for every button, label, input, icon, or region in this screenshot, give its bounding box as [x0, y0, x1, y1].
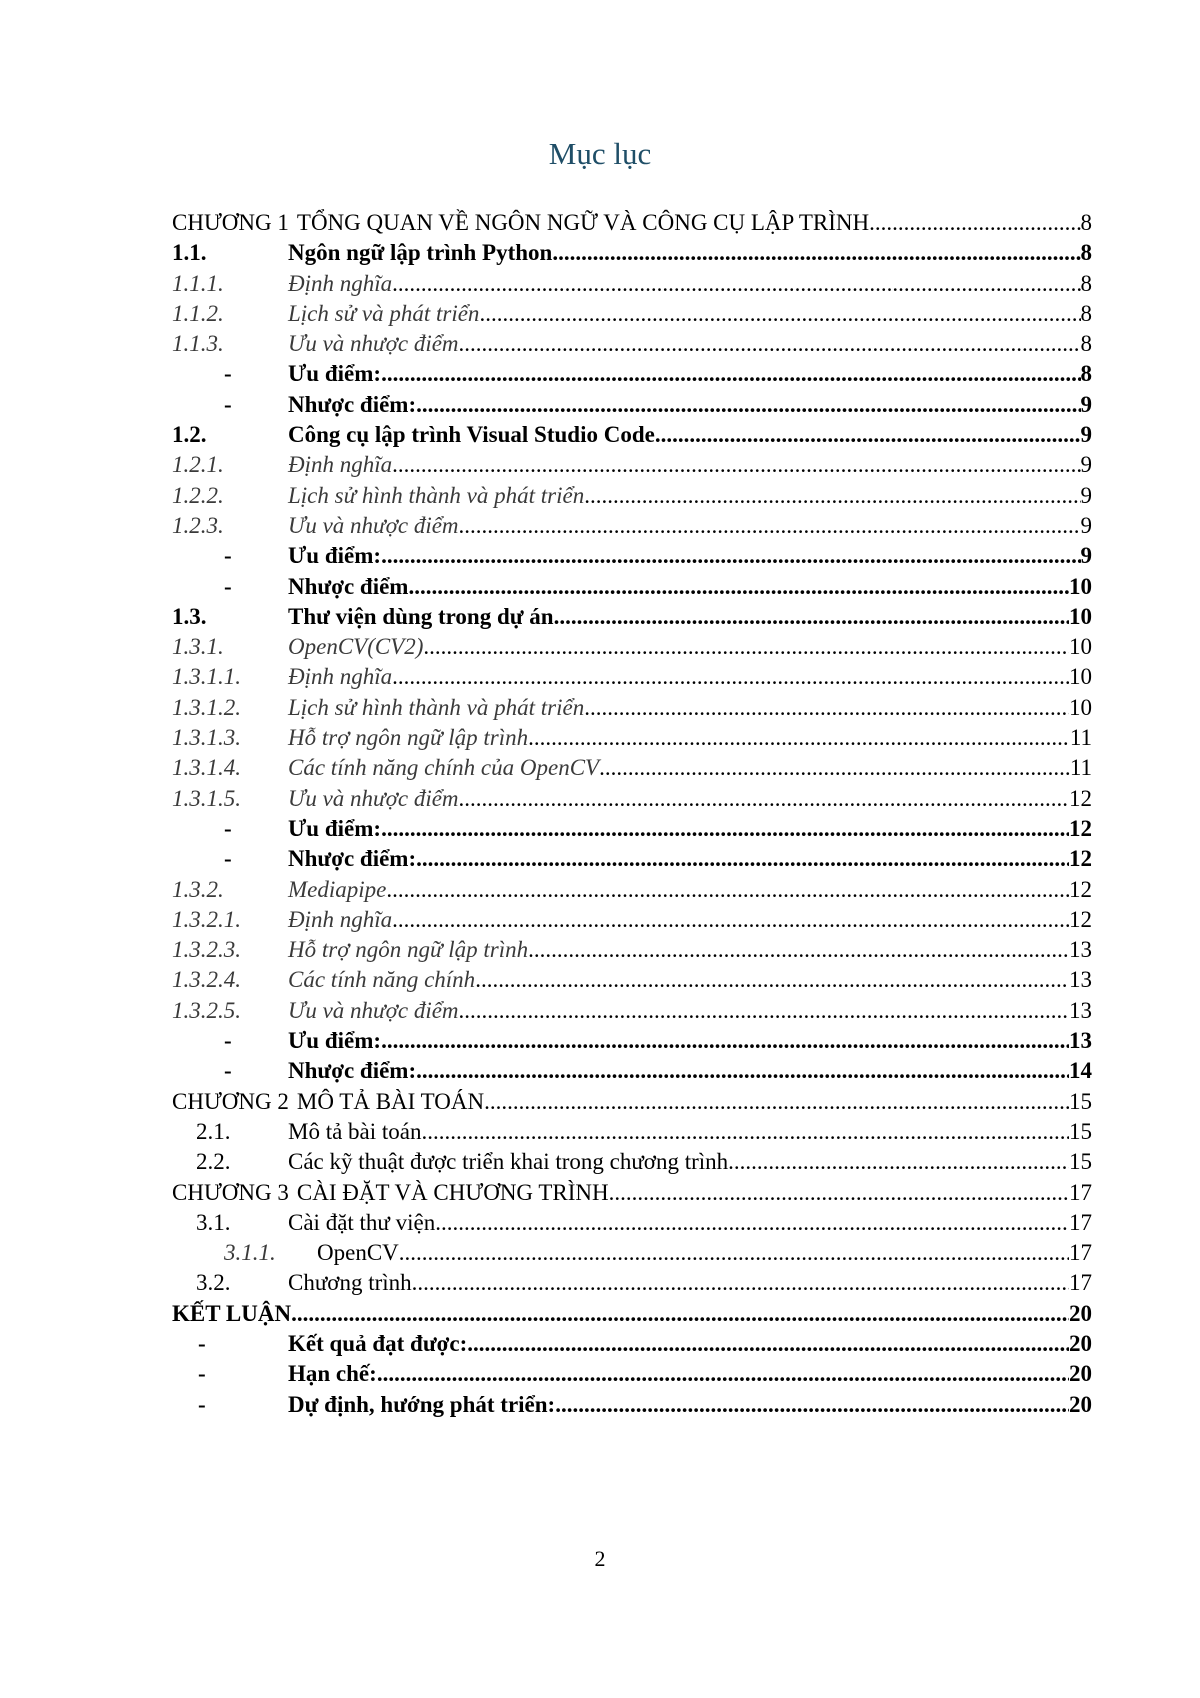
toc-entry-label: Ưu và nhược điểm — [288, 512, 459, 538]
toc-entry-page: 12 — [1069, 876, 1092, 902]
toc-dot-leader — [423, 634, 1069, 660]
toc-entry-number: 1.2.3. — [172, 512, 224, 538]
toc-entry[interactable] — [172, 907, 1092, 937]
toc-entry-label: TỔNG QUAN VỀ NGÔN NGỮ VÀ CÔNG CỤ LẬP TRÌNH — [296, 210, 870, 235]
toc-entry-page: 8 — [1080, 361, 1092, 387]
toc-entry-number: - — [198, 1330, 206, 1356]
toc-entry-page: 15 — [1069, 1149, 1092, 1175]
toc-entry-label: Lịch sử hình thành và phát triển — [288, 694, 585, 720]
toc-dot-leader — [869, 210, 1080, 236]
toc-entry-label: KẾT LUẬN — [172, 1300, 292, 1326]
toc-entry[interactable] — [172, 755, 1092, 785]
toc-entry[interactable] — [172, 331, 1092, 361]
toc-dot-leader — [484, 1089, 1069, 1115]
toc-entry-number: CHƯƠNG 2 — [172, 1088, 289, 1114]
toc-entry-page: 10 — [1069, 573, 1092, 599]
toc-entry-page: 11 — [1069, 755, 1092, 781]
toc-title: Mục lục — [548, 136, 652, 171]
toc-dot-leader — [392, 452, 1080, 478]
toc-entry-page: 13 — [1069, 937, 1092, 963]
toc-entry-label: Mô tả bài toán — [288, 1118, 422, 1144]
toc-entry-number: 3.2. — [196, 1270, 231, 1296]
toc-entry-page: 17 — [1069, 1240, 1092, 1266]
toc-dot-leader — [392, 271, 1080, 297]
toc-entry-number: 2.1. — [196, 1118, 231, 1144]
toc-entry[interactable] — [172, 967, 1092, 997]
toc-entry-label: Ưu và nhược điểm — [288, 331, 459, 357]
toc-dot-leader — [479, 301, 1080, 327]
toc-dot-leader — [528, 725, 1070, 751]
toc-entry-page: 11 — [1069, 725, 1092, 751]
toc-entry-number: 3.1.1. — [224, 1240, 276, 1266]
toc-entry-label: Hạn chế: — [288, 1361, 377, 1387]
toc-entry-page: 12 — [1069, 906, 1092, 932]
toc-entry-page: 20 — [1069, 1300, 1092, 1326]
toc-entry-page: 15 — [1069, 1118, 1092, 1144]
toc-entry-number: 1.3.2. — [172, 876, 224, 902]
toc-entry-page: 20 — [1069, 1330, 1092, 1356]
toc-entry-label: CÀI ĐẶT VÀ CHƯƠNG TRÌNH — [296, 1179, 609, 1205]
toc-entry-page: 10 — [1069, 694, 1092, 720]
toc-entry[interactable] — [172, 664, 1092, 694]
toc-entry-label: Mediapipe — [288, 876, 387, 902]
toc-entry-page: 13 — [1069, 997, 1092, 1023]
toc-entry[interactable] — [172, 210, 1092, 240]
toc-entry[interactable] — [172, 452, 1092, 482]
toc-entry-number: 3.1. — [196, 1209, 231, 1235]
toc-entry[interactable] — [172, 725, 1092, 755]
toc-entry-page: 13 — [1069, 967, 1092, 993]
toc-dot-leader — [655, 422, 1081, 448]
toc-dot-leader — [459, 786, 1069, 812]
toc-entry[interactable] — [172, 422, 1092, 452]
toc-entry-label: OpenCV — [317, 1240, 399, 1266]
toc-entry[interactable] — [172, 392, 1092, 422]
toc-entry-number: 1.3.2.5. — [172, 997, 241, 1023]
toc-entry-number: - — [224, 846, 232, 872]
toc-entry-number: 1.3.1.2. — [172, 694, 241, 720]
toc-entry-number: - — [224, 1058, 232, 1084]
toc-entry-page: 17 — [1069, 1209, 1092, 1235]
toc-entry-number: - — [224, 361, 232, 387]
toc-entry-number: - — [224, 573, 232, 599]
toc-dot-leader — [416, 1058, 1069, 1084]
toc-dot-leader — [381, 543, 1080, 569]
toc-entry-page: 20 — [1069, 1391, 1092, 1417]
toc-entry-page: 8 — [1080, 300, 1092, 326]
toc-dot-leader — [399, 1240, 1069, 1266]
toc-entry-page: 8 — [1080, 210, 1092, 235]
toc-entry[interactable] — [172, 1270, 1092, 1300]
toc-entry-page: 20 — [1069, 1361, 1092, 1387]
toc-entry-label: Ưu điểm: — [288, 1028, 382, 1054]
toc-dot-leader — [422, 1119, 1070, 1145]
toc-entry-number: 1.3.1.5. — [172, 785, 241, 811]
toc-entry-label: Thư viện dùng trong dự án — [288, 603, 554, 629]
toc-entry-number: CHƯƠNG 3 — [172, 1179, 289, 1205]
toc-entry[interactable] — [172, 1119, 1092, 1149]
toc-dot-leader — [728, 1149, 1069, 1175]
toc-entry[interactable] — [172, 1361, 1092, 1391]
toc-entry-label: Cài đặt thư viện — [288, 1209, 436, 1235]
toc-dot-leader — [381, 816, 1069, 842]
toc-dot-leader — [609, 1180, 1069, 1206]
toc-entry-label: Chương trình — [288, 1270, 412, 1296]
toc-entry-label: Định nghĩa — [288, 452, 393, 478]
toc-entry-label: Định nghĩa — [288, 906, 393, 932]
toc-entry[interactable] — [172, 483, 1092, 513]
toc-entry-label: Hỗ trợ ngôn ngữ lập trình — [288, 937, 529, 963]
toc-entry-number: 1.1.1. — [172, 270, 224, 296]
toc-entry-page: 12 — [1069, 815, 1092, 841]
toc-entry-label: Các tính năng chính của OpenCV — [288, 755, 600, 781]
toc-entry-page: 17 — [1069, 1179, 1092, 1205]
toc-entry-number: 1.3. — [172, 603, 207, 629]
toc-entry-number: CHƯƠNG 1 — [172, 210, 289, 235]
toc-dot-leader — [381, 1028, 1069, 1054]
toc-entry[interactable] — [172, 786, 1092, 816]
toc-entry-number: 1.2.2. — [172, 482, 224, 508]
toc-entry-page: 9 — [1080, 482, 1092, 508]
toc-entry-number: 1.1.2. — [172, 300, 224, 326]
toc-entry-label: Nhược điểm: — [288, 1058, 417, 1084]
toc-entry-number: 1.3.1.1. — [172, 664, 241, 690]
toc-entry-number: 1.3.1.4. — [172, 755, 241, 781]
toc-entry-label: Nhược điểm: — [288, 391, 417, 417]
toc-entry[interactable] — [172, 604, 1092, 634]
toc-entry-page: 8 — [1080, 240, 1092, 266]
page-number: 2 — [594, 1546, 606, 1571]
toc-dot-leader — [412, 1270, 1069, 1296]
toc-entry-number: 1.2.1. — [172, 452, 224, 478]
toc-entry-number: 1.3.1.3. — [172, 725, 241, 751]
toc-dot-leader — [416, 846, 1069, 872]
toc-dot-leader — [416, 392, 1080, 418]
toc-entry[interactable] — [172, 846, 1092, 876]
toc-dot-leader — [386, 877, 1069, 903]
toc-dot-leader — [554, 604, 1069, 630]
toc-entry-label: MÔ TẢ BÀI TOÁN — [296, 1088, 485, 1114]
toc-entry-page: 12 — [1069, 785, 1092, 811]
toc-dot-leader — [467, 1331, 1069, 1357]
toc-entry[interactable] — [172, 634, 1092, 664]
toc-entry-label: Lịch sử và phát triển — [288, 300, 480, 326]
toc-entry-label: Lịch sử hình thành và phát triển — [288, 482, 585, 508]
toc-entry-label: OpenCV(CV2) — [288, 634, 424, 660]
toc-entry[interactable] — [172, 1149, 1092, 1179]
toc-dot-leader — [377, 1361, 1069, 1387]
toc-entry-page: 10 — [1069, 664, 1092, 690]
toc-entry-number: 2.2. — [196, 1149, 231, 1175]
toc-entry[interactable] — [172, 301, 1092, 331]
toc-dot-leader — [459, 998, 1069, 1024]
toc-entry-label: Ưu điểm: — [288, 361, 382, 387]
toc-dot-leader — [528, 937, 1069, 963]
toc-entry-label: Ngôn ngữ lập trình Python — [288, 240, 553, 266]
toc-entry-label: Ưu điểm: — [288, 543, 382, 569]
toc-dot-leader — [459, 331, 1081, 357]
toc-dot-leader — [552, 240, 1080, 266]
toc-dot-leader — [475, 967, 1069, 993]
toc-entry-label: Nhược điểm: — [288, 846, 417, 872]
toc-entry[interactable] — [172, 1089, 1092, 1119]
toc-entry-page: 9 — [1080, 452, 1092, 478]
toc-entry-label: Các tính năng chính — [288, 967, 476, 993]
toc-entry[interactable] — [172, 937, 1092, 967]
toc-entry-label: Nhược điểm — [288, 573, 409, 599]
toc-dot-leader — [392, 907, 1069, 933]
toc-entry-page: 15 — [1069, 1088, 1092, 1114]
toc-entry[interactable] — [172, 513, 1092, 543]
toc-entry-number: - — [224, 815, 232, 841]
toc-dot-leader — [584, 483, 1080, 509]
toc-dot-leader — [584, 695, 1069, 721]
toc-entry-page: 10 — [1069, 603, 1092, 629]
toc-entry[interactable] — [172, 1392, 1092, 1422]
toc-entry-label: Ưu điểm: — [288, 815, 382, 841]
toc-entry-page: 17 — [1069, 1270, 1092, 1296]
toc-entry[interactable] — [172, 1301, 1092, 1331]
toc-entry-number: 1.3.2.3. — [172, 937, 241, 963]
toc-entry-number: 1.2. — [172, 422, 207, 448]
toc-entry-number: - — [224, 1028, 232, 1054]
toc-entry-page: 9 — [1080, 543, 1092, 569]
toc-entry[interactable] — [172, 1240, 1092, 1270]
toc-entry[interactable] — [172, 816, 1092, 846]
toc-dot-leader — [599, 755, 1070, 781]
table-of-contents — [172, 210, 1092, 1422]
toc-entry-page: 14 — [1069, 1058, 1092, 1084]
toc-entry-label: Hỗ trợ ngôn ngữ lập trình — [288, 725, 529, 751]
toc-entry[interactable] — [172, 271, 1092, 301]
toc-dot-leader — [408, 574, 1069, 600]
toc-entry-number: 1.3.2.1. — [172, 906, 241, 932]
toc-entry-label: Kết quả đạt được: — [288, 1330, 468, 1356]
toc-entry[interactable] — [172, 695, 1092, 725]
toc-entry-number: - — [198, 1391, 206, 1417]
toc-entry-label: Ưu và nhược điểm — [288, 785, 459, 811]
toc-entry-page: 13 — [1069, 1028, 1092, 1054]
toc-entry-number: - — [224, 543, 232, 569]
toc-entry[interactable] — [172, 998, 1092, 1028]
toc-entry-number: 1.1. — [172, 240, 207, 266]
toc-entry-page: 8 — [1080, 331, 1092, 357]
toc-entry-page: 12 — [1069, 846, 1092, 872]
toc-dot-leader — [392, 664, 1069, 690]
toc-dot-leader — [381, 361, 1080, 387]
toc-entry[interactable] — [172, 1210, 1092, 1240]
toc-entry[interactable] — [172, 1180, 1092, 1210]
toc-entry-page: 8 — [1080, 270, 1092, 296]
toc-entry[interactable] — [172, 1028, 1092, 1058]
toc-entry[interactable] — [172, 877, 1092, 907]
toc-entry-label: Công cụ lập trình Visual Studio Code — [288, 422, 655, 448]
toc-entry[interactable] — [172, 1331, 1092, 1361]
toc-entry[interactable] — [172, 574, 1092, 604]
toc-entry-page: 9 — [1080, 422, 1092, 448]
toc-entry-label: Định nghĩa — [288, 270, 393, 296]
toc-entry[interactable] — [172, 240, 1092, 270]
toc-dot-leader — [291, 1301, 1069, 1327]
toc-entry-label: Các kỹ thuật được triển khai trong chương trình — [288, 1149, 729, 1175]
toc-entry-number: 1.1.3. — [172, 331, 224, 357]
toc-entry-label: Định nghĩa — [288, 664, 393, 690]
toc-entry-page: 9 — [1080, 391, 1092, 417]
toc-dot-leader — [435, 1210, 1069, 1236]
toc-entry-number: - — [224, 391, 232, 417]
toc-entry[interactable] — [172, 543, 1092, 573]
toc-entry-page: 10 — [1069, 634, 1092, 660]
toc-entry-label: Ưu và nhược điểm — [288, 997, 459, 1023]
toc-entry-label: Dự định, hướng phát triển: — [288, 1391, 556, 1417]
toc-entry-number: 1.3.2.4. — [172, 967, 241, 993]
toc-dot-leader — [555, 1392, 1069, 1418]
toc-entry-page: 9 — [1080, 512, 1092, 538]
toc-entry-number: 1.3.1. — [172, 634, 224, 660]
toc-entry[interactable] — [172, 361, 1092, 391]
toc-dot-leader — [459, 513, 1081, 539]
toc-entry[interactable] — [172, 1058, 1092, 1088]
toc-entry-number: - — [198, 1361, 206, 1387]
